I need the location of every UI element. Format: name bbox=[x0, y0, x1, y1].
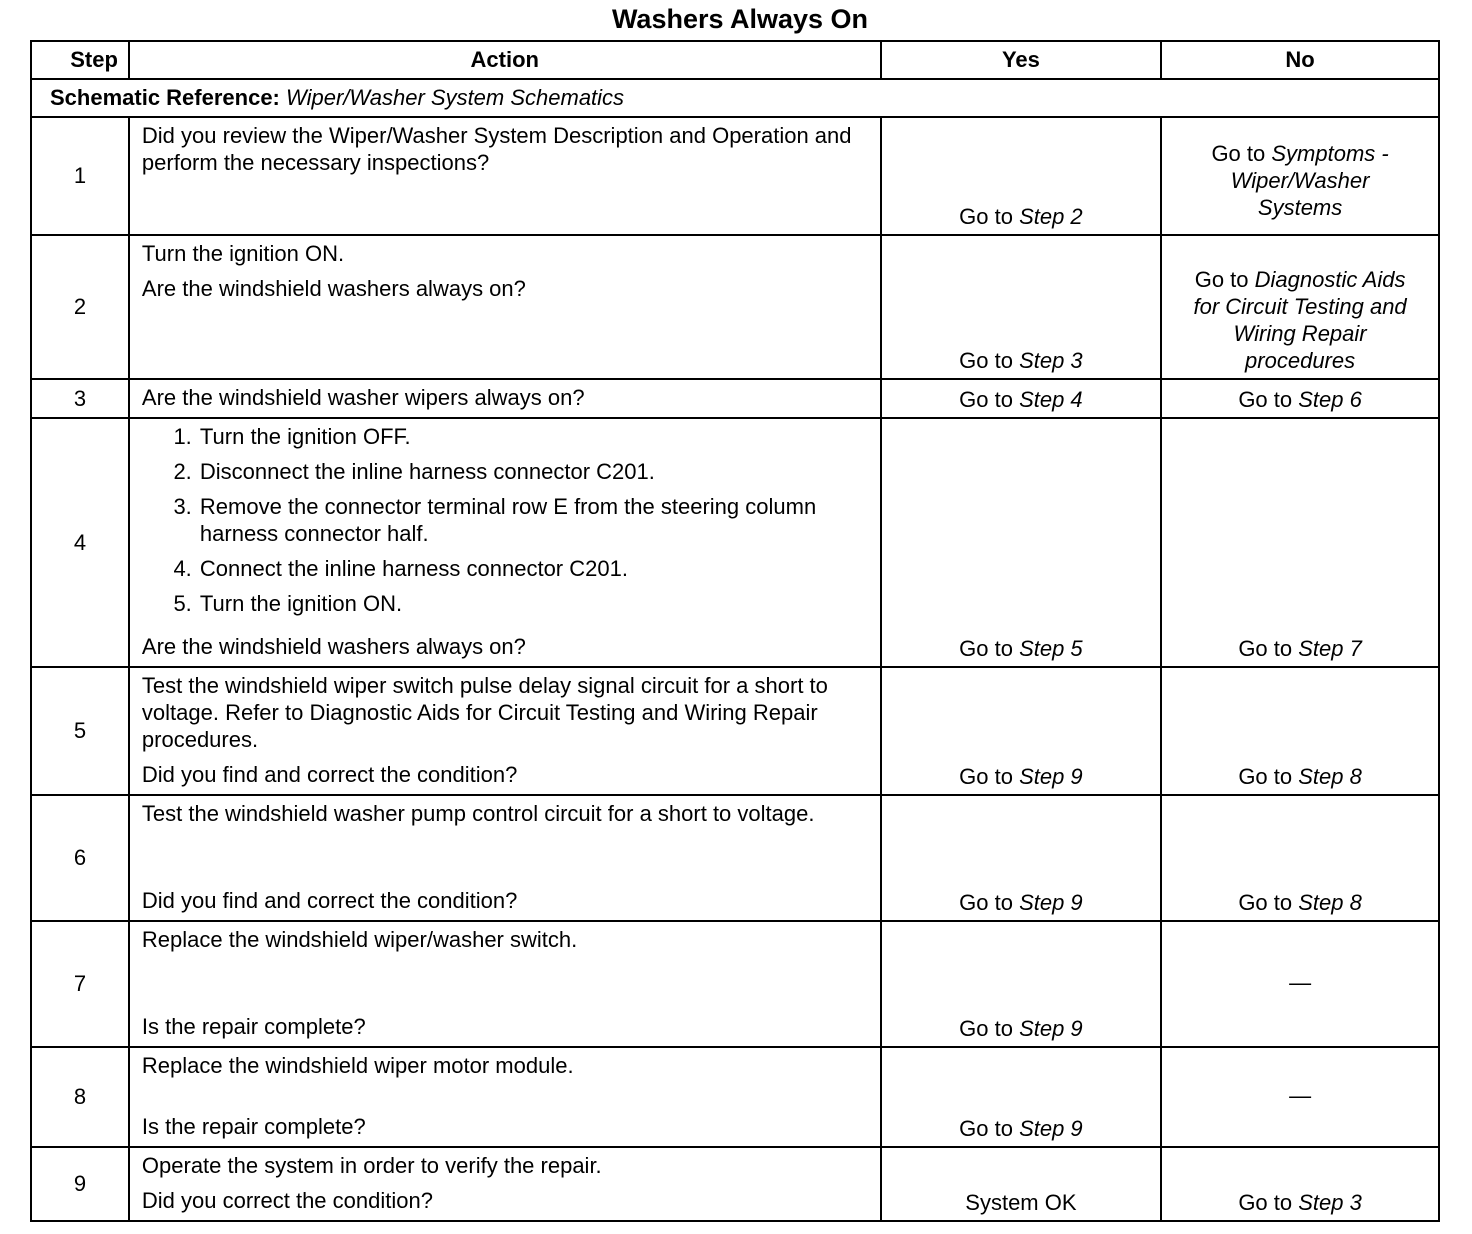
action-cell bbox=[129, 117, 881, 235]
action-cell bbox=[129, 235, 881, 379]
substep-item: 2. Disconnect the inline harness connector C201. bbox=[198, 458, 870, 485]
yes-target-link[interactable]: Step 5 bbox=[1019, 636, 1083, 661]
no-prefix: Go to bbox=[1238, 764, 1293, 789]
action-cell bbox=[129, 418, 881, 667]
step-number: 1 bbox=[31, 117, 129, 235]
schematic-reference-link[interactable]: Wiper/Washer System Schematics bbox=[286, 85, 625, 110]
action-text: Turn the ignition ON. bbox=[141, 241, 345, 266]
yes-target-link[interactable]: Step 9 bbox=[1019, 890, 1083, 915]
yes-cell bbox=[881, 1047, 1162, 1147]
action-question: Did you correct the condition? bbox=[141, 1188, 433, 1213]
step-number: 4 bbox=[31, 418, 129, 667]
yes-prefix: Go to bbox=[959, 348, 1013, 373]
table-row bbox=[31, 1147, 1439, 1221]
diagnostic-table bbox=[30, 40, 1440, 1222]
action-question: Did you find and correct the condition? bbox=[141, 762, 518, 787]
no-prefix: Go to bbox=[1211, 140, 1266, 166]
schematic-reference-row bbox=[31, 79, 1439, 117]
yes-target-link[interactable]: Step 3 bbox=[1019, 348, 1083, 373]
yes-cell bbox=[881, 667, 1162, 795]
no-cell bbox=[1161, 1147, 1439, 1221]
table-row bbox=[31, 667, 1439, 795]
action-cell bbox=[129, 1047, 881, 1147]
header-step: Step bbox=[31, 41, 129, 79]
action-question: Is the repair complete? bbox=[141, 1014, 366, 1039]
table-row bbox=[31, 418, 1439, 667]
no-prefix: Go to bbox=[1238, 636, 1293, 661]
yes-cell bbox=[881, 418, 1162, 667]
header-action: Action bbox=[129, 41, 881, 79]
yes-prefix: Go to bbox=[959, 764, 1013, 789]
action-question: Is the repair complete? bbox=[141, 1114, 366, 1139]
table-row bbox=[31, 1047, 1439, 1147]
step-number: 2 bbox=[31, 235, 129, 379]
yes-cell bbox=[881, 1147, 1162, 1221]
yes-target-link[interactable]: Step 9 bbox=[1019, 764, 1083, 789]
no-cell bbox=[1161, 418, 1439, 667]
no-target-link: — bbox=[1289, 969, 1312, 995]
step-number: 7 bbox=[31, 921, 129, 1047]
table-row bbox=[31, 379, 1439, 418]
schematic-reference-label: Schematic Reference: bbox=[50, 85, 280, 110]
no-prefix: Go to bbox=[1238, 387, 1293, 412]
no-target-link[interactable]: Diagnostic Aids for Circuit Testing and Wiring Repair procedures bbox=[1193, 267, 1407, 373]
no-prefix: Go to bbox=[1194, 267, 1249, 292]
no-prefix: Go to bbox=[1238, 1190, 1293, 1215]
action-text: Test the windshield wiper switch pulse delay signal circuit for a short to voltage. Refer to Diagnostic Aids for Circuit Testing and Wiring Repair procedures. bbox=[141, 673, 828, 752]
table-row bbox=[31, 921, 1439, 1047]
yes-prefix: Go to bbox=[959, 1116, 1013, 1141]
yes-prefix: Go to bbox=[959, 636, 1013, 661]
no-cell bbox=[1161, 795, 1439, 921]
no-cell bbox=[1161, 235, 1439, 379]
table-row bbox=[31, 117, 1439, 235]
yes-prefix: Go to bbox=[959, 204, 1013, 229]
no-target-link: — bbox=[1289, 1082, 1312, 1108]
no-cell bbox=[1161, 379, 1439, 418]
yes-prefix: Go to bbox=[959, 1016, 1013, 1041]
no-target-link[interactable]: Step 8 bbox=[1298, 890, 1362, 915]
yes-cell bbox=[881, 921, 1162, 1047]
header-yes: Yes bbox=[881, 41, 1162, 79]
no-cell bbox=[1161, 667, 1439, 795]
substep-item: 3. Remove the connector terminal row E from the steering column harness connector half. bbox=[198, 493, 870, 547]
action-question: Did you find and correct the condition? bbox=[141, 888, 518, 913]
table-row bbox=[31, 795, 1439, 921]
action-question: Are the windshield washers always on? bbox=[141, 634, 526, 659]
header-row bbox=[31, 41, 1439, 79]
yes-prefix: Go to bbox=[959, 890, 1013, 915]
substep-item: 5. Turn the ignition ON. bbox=[198, 590, 870, 617]
substep-item: 4. Connect the inline harness connector C201. bbox=[198, 555, 870, 582]
action-cell bbox=[129, 667, 881, 795]
no-target-link[interactable]: Symptoms - Wiper/Washer Systems bbox=[1230, 140, 1389, 220]
substep-list bbox=[142, 423, 870, 625]
step-number: 5 bbox=[31, 667, 129, 795]
action-text: Are the windshield washer wipers always on? bbox=[141, 385, 585, 410]
yes-cell bbox=[881, 379, 1162, 418]
yes-prefix: Go to bbox=[959, 387, 1013, 412]
step-number: 3 bbox=[31, 379, 129, 418]
step-number: 6 bbox=[31, 795, 129, 921]
action-text: Did you review the Wiper/Washer System Description and Operation and perform the necessary inspections? bbox=[141, 123, 852, 175]
no-cell bbox=[1161, 1047, 1439, 1147]
yes-target-link[interactable]: Step 9 bbox=[1019, 1116, 1083, 1141]
action-cell bbox=[129, 921, 881, 1047]
step-number: 9 bbox=[31, 1147, 129, 1221]
table-row bbox=[31, 235, 1439, 379]
action-cell bbox=[129, 379, 881, 418]
step-number: 8 bbox=[31, 1047, 129, 1147]
no-target-link[interactable]: Step 8 bbox=[1298, 764, 1362, 789]
action-cell bbox=[129, 795, 881, 921]
no-target-link[interactable]: Step 6 bbox=[1298, 387, 1362, 412]
no-target-link[interactable]: Step 7 bbox=[1298, 636, 1362, 661]
no-cell bbox=[1161, 921, 1439, 1047]
substep-item: 1. Turn the ignition OFF. bbox=[198, 423, 870, 450]
page-title: Washers Always On bbox=[611, 4, 869, 34]
yes-target-link[interactable]: Step 9 bbox=[1019, 1016, 1083, 1041]
action-text: Test the windshield washer pump control circuit for a short to voltage. bbox=[141, 801, 815, 826]
yes-prefix: System OK bbox=[965, 1190, 1077, 1215]
action-text: Operate the system in order to verify the repair. bbox=[141, 1153, 602, 1178]
yes-cell bbox=[881, 795, 1162, 921]
no-prefix: Go to bbox=[1238, 890, 1293, 915]
header-no: No bbox=[1161, 41, 1439, 79]
yes-target-link[interactable]: Step 4 bbox=[1019, 387, 1083, 412]
action-text: Replace the windshield wiper/washer switch. bbox=[141, 927, 578, 952]
action-cell bbox=[129, 1147, 881, 1221]
no-cell bbox=[1161, 117, 1439, 235]
yes-target-link[interactable]: Step 2 bbox=[1019, 204, 1083, 229]
action-question: Are the windshield washers always on? bbox=[141, 276, 526, 301]
yes-cell bbox=[881, 117, 1162, 235]
no-target-link[interactable]: Step 3 bbox=[1298, 1190, 1362, 1215]
action-text: Replace the windshield wiper motor module. bbox=[141, 1053, 574, 1078]
yes-cell bbox=[881, 235, 1162, 379]
